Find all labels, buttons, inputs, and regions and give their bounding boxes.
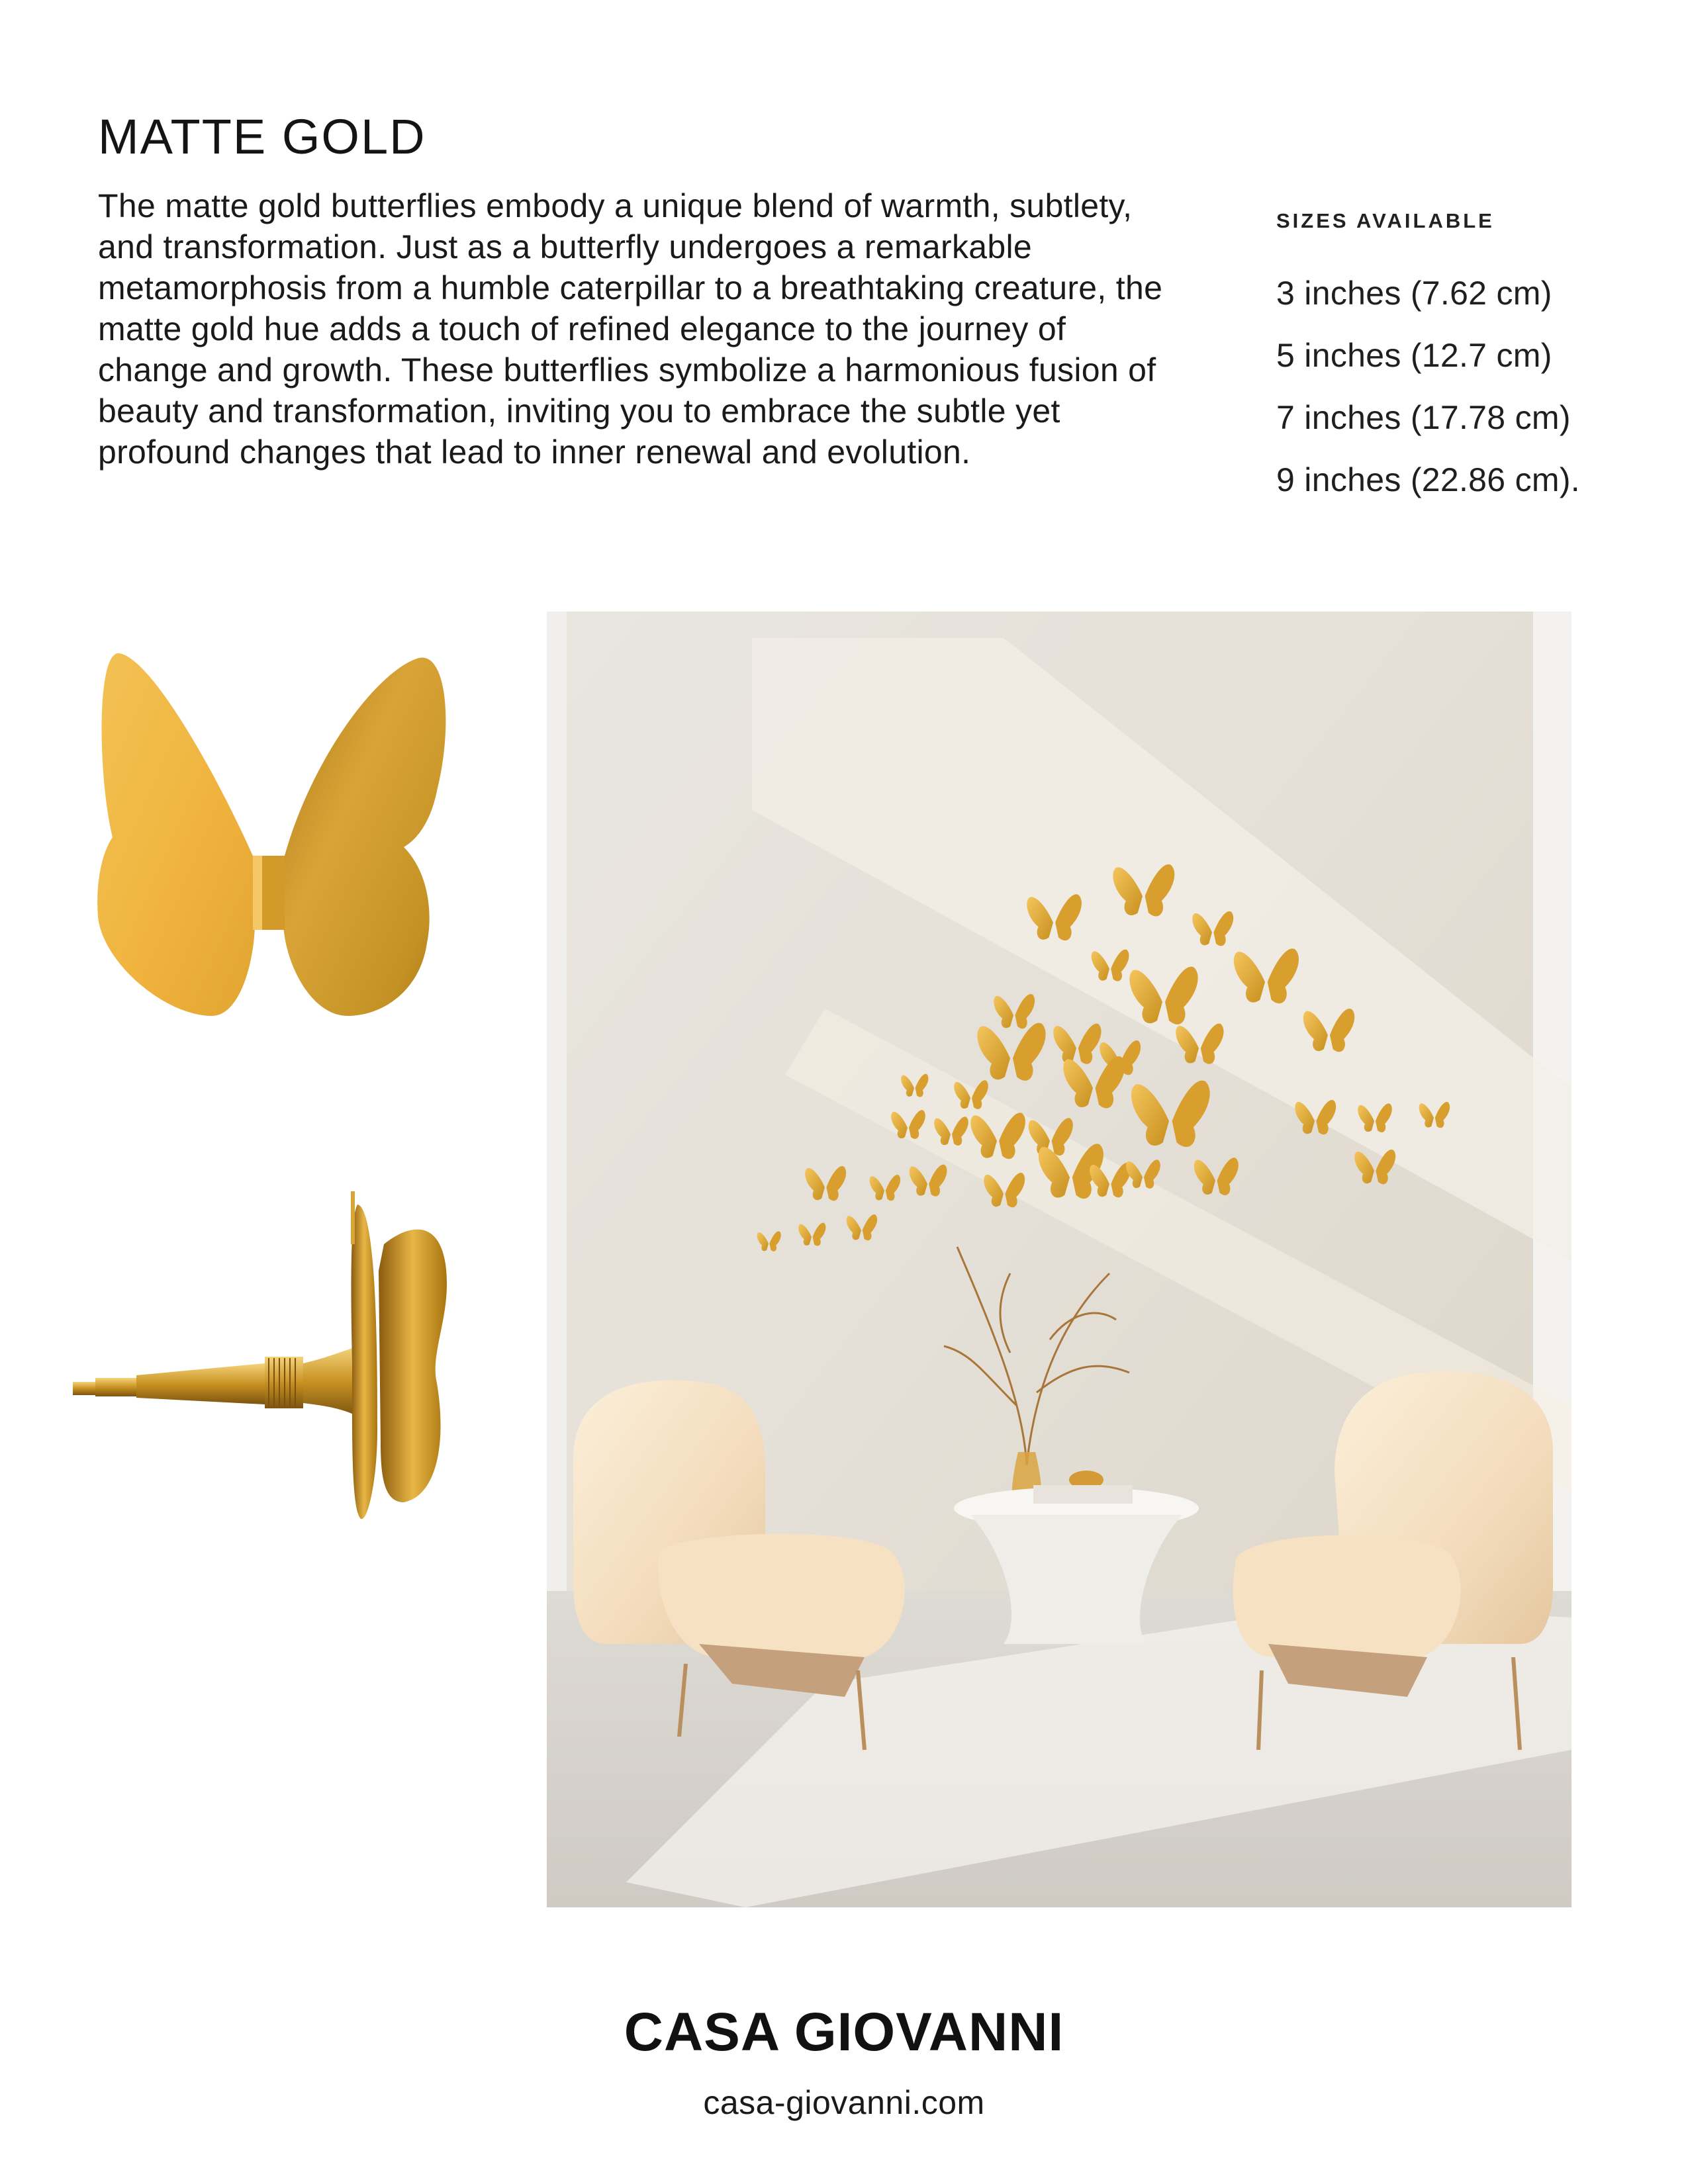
sizes-list bbox=[1276, 262, 1580, 511]
size-item: 7 inches (17.78 cm) bbox=[1276, 399, 1571, 436]
page-title: MATTE GOLD bbox=[98, 109, 426, 164]
size-item: 5 inches (12.7 cm) bbox=[1276, 337, 1552, 374]
sizes-heading: SIZES AVAILABLE bbox=[1276, 209, 1495, 232]
brand-name: CASA GIOVANNI bbox=[624, 2002, 1064, 2062]
website-link[interactable]: casa-giovanni.com bbox=[703, 2084, 985, 2121]
interior-room-photo bbox=[547, 612, 1571, 1907]
size-item: 3 inches (7.62 cm) bbox=[1276, 275, 1552, 312]
product-description: The matte gold butterflies embody a unique blend of warmth, subtlety, and transformation. Just as a butterfly undergoes a remarkable metamorphosis from a humble caterpillar to a breathtaking creature, the matte gold hue adds a touch of refined elegance to the journey of change and growth. These butterflies symbolize a harmonious fusion of beauty and transformation, inviting you to embrace the subtle yet profound changes that lead to inner renewal and evolution. bbox=[98, 187, 1163, 471]
size-item: 9 inches (22.86 cm). bbox=[1276, 461, 1580, 498]
butterfly-side-image bbox=[66, 1165, 490, 1535]
butterfly-front-image bbox=[93, 645, 463, 1036]
